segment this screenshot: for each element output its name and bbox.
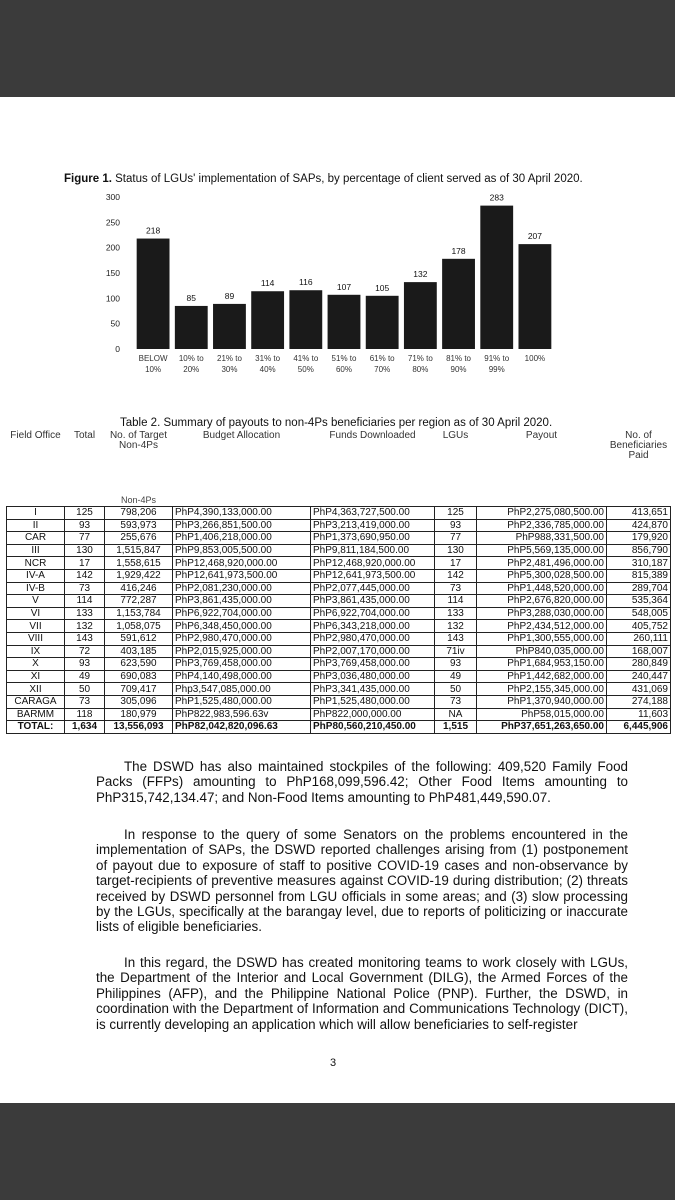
y-tick-label: 300 <box>105 192 120 202</box>
cell-beneficiaries: 310,187 <box>607 557 671 570</box>
header-funds: Funds Downloaded <box>329 430 416 441</box>
table-row <box>7 670 671 683</box>
cell-funds: PhP3,036,480,000.00 <box>311 670 435 683</box>
cell-total: 125 <box>65 507 105 520</box>
bar <box>366 296 399 349</box>
y-tick-label: 50 <box>110 318 120 329</box>
cell-target: 709,417 <box>105 683 173 696</box>
x-tick-label: 90% <box>450 365 467 374</box>
header-target: No. of Target Non-4Ps <box>109 430 168 451</box>
bar <box>328 295 361 349</box>
bar <box>213 304 246 349</box>
x-tick-label: 70% <box>374 365 391 374</box>
cell-total: 77 <box>65 532 105 545</box>
table-title: Table 2. Summary of payouts to non-4Ps beneficiaries per region as of 30 April 2020. <box>120 417 553 429</box>
cell-beneficiaries: 6,445,906 <box>607 721 671 734</box>
table-row <box>7 582 671 595</box>
y-tick-label: 150 <box>105 268 120 278</box>
cell-beneficiaries: 424,870 <box>607 519 671 532</box>
cell-payout: PhP5,300,028,500.00 <box>477 569 607 582</box>
cell-funds: PhP12,468,920,000.00 <box>311 557 435 570</box>
cell-lgus: 73 <box>435 695 477 708</box>
cell-target: 593,973 <box>105 519 173 532</box>
cell-funds: PhP4,363,727,500.00 <box>311 507 435 520</box>
header-beneficiaries: No. of Beneficiaries Paid <box>609 430 668 461</box>
cell-beneficiaries: 260,111 <box>607 632 671 645</box>
bar-value-label: 207 <box>527 231 543 242</box>
y-tick-label: 200 <box>105 242 120 253</box>
figure-label: Figure 1. <box>64 173 112 185</box>
cell-field-office: I <box>7 507 65 520</box>
cell-field-office: III <box>7 544 65 557</box>
cell-beneficiaries: 179,920 <box>607 532 671 545</box>
cell-field-office: XI <box>7 670 65 683</box>
cell-target: 180,979 <box>105 708 173 721</box>
x-tick-label: 40% <box>259 365 276 374</box>
cell-funds: PhP1,525,480,000.00 <box>311 695 435 708</box>
cell-target: 255,676 <box>105 532 173 545</box>
cell-beneficiaries: 431,069 <box>607 683 671 696</box>
cell-field-office: VIII <box>7 632 65 645</box>
x-tick-label: 81% to <box>446 354 471 363</box>
cell-payout: PhP2,336,785,000.00 <box>477 519 607 532</box>
y-tick-label: 250 <box>105 217 120 228</box>
cell-beneficiaries: 274,188 <box>607 695 671 708</box>
y-tick-label: 0 <box>115 344 120 354</box>
x-tick-label: 80% <box>412 365 429 374</box>
figure-title <box>64 173 583 185</box>
cell-lgus: 17 <box>435 557 477 570</box>
figure-caption: Status of LGUs' implementation of SAPs, by percentage of client served as of 30 April 2020. <box>115 173 583 185</box>
header-budget: Budget Allocation <box>202 430 281 441</box>
cell-total: 143 <box>65 632 105 645</box>
cell-lgus: 77 <box>435 532 477 545</box>
cell-target: 1,153,784 <box>105 607 173 620</box>
cell-target: 13,556,093 <box>105 721 173 734</box>
header-lgus: LGUs <box>442 430 469 441</box>
cell-payout: PhP840,035,000.00 <box>477 645 607 658</box>
cell-budget: PhP2,081,230,000.00 <box>173 582 311 595</box>
cell-total: 130 <box>65 544 105 557</box>
x-tick-label: 20% <box>183 365 200 374</box>
cell-field-office: IX <box>7 645 65 658</box>
cell-total: 142 <box>65 569 105 582</box>
cell-budget: PhP6,348,450,000.00 <box>173 620 311 633</box>
cell-funds: PhP2,980,470,000.00 <box>311 632 435 645</box>
cell-target: 798,206 <box>105 507 173 520</box>
paragraph-monitoring <box>96 955 628 1032</box>
cell-funds: PhP2,077,445,000.00 <box>311 582 435 595</box>
cell-budget: PhP2,980,470,000.00 <box>173 632 311 645</box>
cell-field-office: X <box>7 658 65 671</box>
cell-lgus: 132 <box>435 620 477 633</box>
cell-field-office: TOTAL: <box>7 721 65 734</box>
cell-beneficiaries: 815,389 <box>607 569 671 582</box>
cell-beneficiaries: 535,364 <box>607 595 671 608</box>
payout-table-wrap <box>6 431 670 734</box>
bar <box>404 282 437 349</box>
bar-value-label: 105 <box>375 282 390 293</box>
bar-value-label: 132 <box>413 269 428 280</box>
table-row <box>7 519 671 532</box>
table-row <box>7 695 671 708</box>
cell-total: 93 <box>65 658 105 671</box>
header-payout: Payout <box>525 430 558 441</box>
cell-payout: PhP37,651,263,650.00 <box>477 721 607 734</box>
cell-beneficiaries: 11,603 <box>607 708 671 721</box>
cell-payout: PhP2,275,080,500.00 <box>477 507 607 520</box>
payout-table <box>6 431 671 734</box>
bar-value-label: 283 <box>489 192 504 203</box>
cell-budget: PhP3,266,851,500.00 <box>173 519 311 532</box>
cell-budget: PhP822,983,596.63v <box>173 708 311 721</box>
page-number: 3 <box>330 1057 337 1069</box>
cell-target: 1,058,075 <box>105 620 173 633</box>
table-subheader-row <box>7 495 671 507</box>
paragraph-challenges <box>96 827 628 935</box>
cell-funds: PhP9,811,184,500.00 <box>311 544 435 557</box>
cell-payout: PhP988,331,500.00 <box>477 532 607 545</box>
bar-chart <box>100 189 570 389</box>
cell-budget: PhP6,922,704,000.00 <box>173 607 311 620</box>
x-tick-label: 51% to <box>331 354 357 363</box>
cell-payout: PhP1,448,520,000.00 <box>477 582 607 595</box>
paragraph-challenges-text: In response to the query of some Senators on the problems encountered in the implementation of SAPs, the DSWD reported challenges arising from (1) postponement of payout due to exposure of staff to positive COVID-19 cases and non-observance by target-recipients of preventive measures against COVID-19 during distribution; (2) threats received by DSWD personnel from LGU officials in some areas; and (3) slow processing by the LGUs, specifically at the barangay level, due to reports of politicizing or inaccurate lists of eligible beneficiaries. <box>96 827 628 935</box>
cell-target: 1,515,847 <box>105 544 173 557</box>
bar-value-label: 89 <box>224 290 235 301</box>
cell-budget: PhP3,769,458,000.00 <box>173 658 311 671</box>
table-row <box>7 569 671 582</box>
bar <box>518 244 551 349</box>
cell-payout: PhP3,288,030,000.00 <box>477 607 607 620</box>
cell-funds: PhP12,641,973,500.00 <box>311 569 435 582</box>
cell-funds: PhP822,000,000.00 <box>311 708 435 721</box>
y-tick-label: 100 <box>105 293 120 304</box>
table-header-row <box>7 431 671 495</box>
cell-field-office: CARAGA <box>7 695 65 708</box>
cell-field-office: NCR <box>7 557 65 570</box>
bar <box>480 206 513 349</box>
cell-total: 73 <box>65 582 105 595</box>
cell-lgus: 125 <box>435 507 477 520</box>
cell-total: 17 <box>65 557 105 570</box>
cell-beneficiaries: 413,651 <box>607 507 671 520</box>
cell-lgus: 50 <box>435 683 477 696</box>
viewer-top-bar <box>0 0 675 97</box>
table-row <box>7 620 671 633</box>
paragraph-stockpiles <box>96 759 628 805</box>
x-tick-label: 61% to <box>369 354 395 363</box>
cell-target: 591,612 <box>105 632 173 645</box>
x-tick-label: 100% <box>524 354 546 363</box>
cell-lgus: 143 <box>435 632 477 645</box>
cell-budget: PhP82,042,820,096.63 <box>173 721 311 734</box>
cell-payout: PhP2,155,345,000.00 <box>477 683 607 696</box>
cell-total: 132 <box>65 620 105 633</box>
cell-payout: PhP2,481,496,000.00 <box>477 557 607 570</box>
x-tick-label: 30% <box>221 365 238 374</box>
cell-field-office: XII <box>7 683 65 696</box>
cell-total: 50 <box>65 683 105 696</box>
x-tick-label: 50% <box>297 365 314 374</box>
x-tick-label: 99% <box>488 365 505 374</box>
cell-lgus: 130 <box>435 544 477 557</box>
cell-payout: PhP5,569,135,000.00 <box>477 544 607 557</box>
cell-lgus: 73 <box>435 582 477 595</box>
cell-funds: PhP6,922,704,000.00 <box>311 607 435 620</box>
table-row <box>7 544 671 557</box>
x-tick-label: 60% <box>335 365 353 374</box>
subheader-non4ps: Non-4Ps <box>105 495 173 507</box>
cell-field-office: IV-A <box>7 569 65 582</box>
table-total-row <box>7 721 671 734</box>
table-row <box>7 507 671 520</box>
cell-lgus: 93 <box>435 519 477 532</box>
table-row <box>7 607 671 620</box>
cell-budget: PhP4,140,498,000.00 <box>173 670 311 683</box>
cell-total: 1,634 <box>65 721 105 734</box>
table-row <box>7 708 671 721</box>
cell-budget: PhP2,015,925,000.00 <box>173 645 311 658</box>
table-body <box>7 507 671 734</box>
cell-beneficiaries: 405,752 <box>607 620 671 633</box>
cell-funds: PhP80,560,210,450.00 <box>311 721 435 734</box>
cell-lgus: 1,515 <box>435 721 477 734</box>
cell-target: 1,558,615 <box>105 557 173 570</box>
cell-field-office: VII <box>7 620 65 633</box>
x-tick-label: 41% to <box>293 354 319 363</box>
cell-budget: PhP1,525,480,000.00 <box>173 695 311 708</box>
cell-budget: PhP9,853,005,500.00 <box>173 544 311 557</box>
table-row <box>7 645 671 658</box>
cell-payout: PhP2,434,512,000.00 <box>477 620 607 633</box>
x-tick-label: 91% to <box>484 354 510 363</box>
cell-lgus: 114 <box>435 595 477 608</box>
cell-lgus: 93 <box>435 658 477 671</box>
bar <box>137 239 170 349</box>
cell-beneficiaries: 168,007 <box>607 645 671 658</box>
cell-budget: PhP1,406,218,000.00 <box>173 532 311 545</box>
x-tick-label: 31% to <box>255 354 281 363</box>
cell-target: 623,590 <box>105 658 173 671</box>
bar <box>442 259 475 349</box>
cell-lgus: 133 <box>435 607 477 620</box>
cell-beneficiaries: 280,849 <box>607 658 671 671</box>
cell-budget: Php3,547,085,000.00 <box>173 683 311 696</box>
cell-field-office: IV-B <box>7 582 65 595</box>
cell-funds: PhP3,213,419,000.00 <box>311 519 435 532</box>
cell-field-office: VI <box>7 607 65 620</box>
table-row <box>7 595 671 608</box>
cell-lgus: NA <box>435 708 477 721</box>
x-tick-label: 71% to <box>407 354 433 363</box>
x-tick-label: 10% to <box>178 354 204 363</box>
cell-total: 49 <box>65 670 105 683</box>
cell-field-office: CAR <box>7 532 65 545</box>
cell-field-office: BARMM <box>7 708 65 721</box>
cell-beneficiaries: 856,790 <box>607 544 671 557</box>
bar <box>289 290 322 349</box>
bar-value-label: 85 <box>186 292 197 303</box>
cell-target: 772,287 <box>105 595 173 608</box>
cell-funds: PhP6,343,218,000.00 <box>311 620 435 633</box>
table-row <box>7 557 671 570</box>
cell-funds: PhP2,007,170,000.00 <box>311 645 435 658</box>
header-total: Total <box>73 430 96 441</box>
cell-total: 73 <box>65 695 105 708</box>
cell-payout: PhP1,442,682,000.00 <box>477 670 607 683</box>
x-tick-label: 10% <box>145 365 162 374</box>
cell-total: 118 <box>65 708 105 721</box>
cell-funds: PhP3,861,435,000.00 <box>311 595 435 608</box>
cell-target: 416,246 <box>105 582 173 595</box>
cell-target: 305,096 <box>105 695 173 708</box>
cell-lgus: 142 <box>435 569 477 582</box>
bar <box>175 306 208 349</box>
cell-target: 403,185 <box>105 645 173 658</box>
cell-payout: PhP2,676,820,000.00 <box>477 595 607 608</box>
cell-beneficiaries: 240,447 <box>607 670 671 683</box>
viewer-bottom-bar <box>0 1103 675 1200</box>
cell-lgus: 71iv <box>435 645 477 658</box>
cell-payout: PhP1,684,953,150.00 <box>477 658 607 671</box>
cell-payout: PhP1,300,555,000.00 <box>477 632 607 645</box>
bar-value-label: 114 <box>260 278 275 289</box>
cell-target: 690,083 <box>105 670 173 683</box>
table-row <box>7 683 671 696</box>
header-field-office: Field Office <box>10 430 61 441</box>
bar-value-label: 178 <box>451 245 466 256</box>
paragraph-stockpiles-text: The DSWD has also maintained stockpiles of the following: 409,520 Family Food Packs (FFPs) amounting to PhP168,099,596.42; Other Food Items amounting to PhP315,742,134.47; and Non-Food Items amounting to PhP481,449,590.07. <box>96 759 628 805</box>
bar-value-label: 218 <box>145 225 161 236</box>
cell-funds: PhP1,373,690,950.00 <box>311 532 435 545</box>
x-tick-label: BELOW <box>138 354 168 363</box>
cell-payout: PhP58,015,000.00 <box>477 708 607 721</box>
cell-budget: PhP12,641,973,500.00 <box>173 569 311 582</box>
cell-target: 1,929,422 <box>105 569 173 582</box>
table-row <box>7 632 671 645</box>
bar-value-label: 107 <box>336 281 352 292</box>
cell-total: 114 <box>65 595 105 608</box>
cell-budget: PhP4,390,133,000.00 <box>173 507 311 520</box>
table-row <box>7 658 671 671</box>
table-row <box>7 532 671 545</box>
paragraph-monitoring-text: In this regard, the DSWD has created monitoring teams to work closely with LGUs, the Department of the Interior and Local Government (DILG), the Armed Forces of the Philippines (AFP), and the Philippine National Police (PNP). Further, the DSWD, in coordination with the Department of Information and Communications Technology (DICT), is currently developing an application which will allow beneficiaries to self-register <box>96 955 628 1032</box>
cell-funds: PhP3,769,458,000.00 <box>311 658 435 671</box>
cell-funds: PhP3,341,435,000.00 <box>311 683 435 696</box>
cell-total: 72 <box>65 645 105 658</box>
cell-budget: PhP3,861,435,000.00 <box>173 595 311 608</box>
cell-lgus: 49 <box>435 670 477 683</box>
cell-budget: PhP12,468,920,000.00 <box>173 557 311 570</box>
cell-total: 133 <box>65 607 105 620</box>
x-tick-label: 21% to <box>217 354 242 363</box>
cell-beneficiaries: 289,704 <box>607 582 671 595</box>
cell-beneficiaries: 548,005 <box>607 607 671 620</box>
cell-field-office: II <box>7 519 65 532</box>
cell-total: 93 <box>65 519 105 532</box>
document-page <box>0 97 675 1103</box>
cell-payout: PhP1,370,940,000.00 <box>477 695 607 708</box>
cell-field-office: V <box>7 595 65 608</box>
bar-value-label: 116 <box>299 277 313 288</box>
bar <box>251 291 284 349</box>
